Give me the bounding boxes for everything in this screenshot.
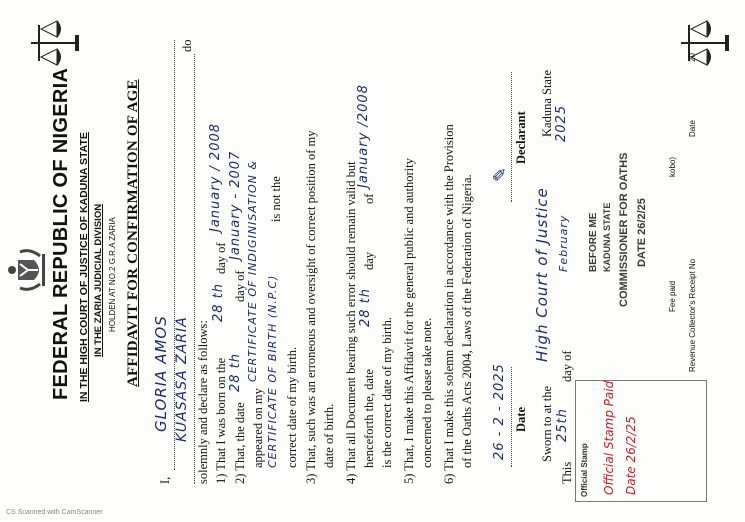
item-2-text-d: is not the [269, 176, 283, 222]
fee-year-suffix: 20 [688, 53, 697, 62]
deponent-name: GLORIA AMOS [152, 315, 170, 432]
red-annotation-line-2: Date 26/2/25 [624, 416, 638, 495]
declarant-line [493, 72, 512, 202]
header-country: FEDERAL REPUBLIC OF NIGERIA [50, 67, 72, 400]
item-5-line-1: 5) That, I make this Affidavit for the general public and authority [402, 158, 416, 484]
commissioner-stamp-state: KADUNA STATE [602, 202, 612, 272]
deponent-do: do [180, 39, 194, 52]
commissioner-stamp-date: DATE 26/2/25 [636, 198, 648, 267]
item-4-line-2b: day [362, 251, 376, 270]
item-4-line-2a: henceforth the, date [362, 369, 376, 468]
sworn-text-a: Sworn to at the [540, 385, 554, 462]
nigeria-coat-of-arms-icon [6, 246, 48, 294]
item-4-month-year: January /2008 [356, 84, 371, 188]
header-court: IN THE HIGH COURT OF JUSTICE OF KADUNA STATE [78, 132, 90, 402]
fee-paid-label: Fee paid [668, 280, 677, 312]
receipt-label: Revenue Collector's Receipt No [688, 258, 697, 372]
scales-of-justice-icon [25, 19, 83, 67]
sworn-day-of: day of [560, 350, 574, 382]
header-division: IN THE ZARIA JUDICIAL DIVISION [93, 203, 104, 357]
sworn-text-b: Kaduna State [540, 70, 554, 137]
item-2-document-2: CERTIFICATE OF BIRTH (N.P.C) [266, 274, 279, 468]
date-label: Date [514, 407, 528, 432]
item-4-day: 28 th [358, 287, 373, 327]
item-1-month-year: January / 2008 [208, 122, 223, 232]
camscanner-footer: CS Scanned with CamScanner [6, 509, 103, 516]
item-2-text-e: correct date of my birth. [285, 346, 299, 468]
sworn-this: This [560, 461, 574, 484]
declarant-signature: ✎ [490, 166, 511, 182]
official-stamp-box [575, 380, 707, 502]
signature-date-value: 26 - 2 - 2025 [492, 363, 507, 460]
item-2-day: 28 th [228, 352, 243, 392]
deponent-prefix: I, [158, 476, 172, 484]
item-4-line-1: 4) That all Document bearing such error should remain valid but [344, 161, 358, 484]
scales-of-justice-icon [675, 19, 733, 67]
solemnly-text: solemnly and declare as follows: [196, 320, 210, 484]
item-1-text-b: day of [214, 242, 228, 274]
declarant-label: Declarant [514, 111, 528, 164]
kobo-label: kobo) [668, 156, 677, 177]
official-stamp-label: Official Stamp [580, 443, 589, 497]
fee-date-label: Date [688, 120, 697, 137]
deponent-address: KUASASA ZARIA [174, 316, 190, 442]
item-2-text-b: day of [233, 270, 247, 302]
commissioner-stamp-title: COMMISSIONER FOR OATHS [618, 152, 630, 307]
sworn-year: 2025 [554, 104, 569, 142]
item-6-line-1: 6) That I make this solemn declaration in accordance with the Provision [442, 124, 456, 484]
date-line [493, 367, 512, 467]
item-1-day: 28 th [211, 282, 226, 322]
item-4-line-2c: of [362, 193, 376, 204]
item-1-text-a: 1) That I was born on the [214, 357, 228, 484]
item-2-text-a: 2) That, the date [233, 402, 247, 484]
item-5-line-2: concerned to please take note. [420, 317, 434, 468]
item-2-text-c: appeared on my [251, 388, 265, 468]
item-6-line-2: of the Oaths Acts 2004, Laws of the Federation of Nigeria. [460, 174, 474, 468]
header-holden: HOLDEN AT NO.2 G.R.A ZARIA [108, 217, 117, 332]
item-2-month-year: January - 2007 [228, 150, 243, 260]
red-annotation-line-1: Official Stamp Paid [602, 380, 616, 495]
page-title: AFFIDAVIT FOR CONFIRMATION OF AGE [125, 79, 141, 387]
item-4-line-3: is the correct date of my birth. [380, 317, 394, 468]
sworn-place: High Court of Justice [533, 187, 551, 362]
sworn-month: February [557, 214, 570, 272]
item-3-line-1: 3) That, such was an erroneous and oversight of correct position of my [304, 130, 318, 484]
item-2-document-1: CERTIFICATE OF INDIGINISATION & [246, 160, 259, 382]
commissioner-stamp-before-me: BEFORE ME [588, 212, 599, 272]
sworn-day: 25th [555, 408, 570, 442]
item-3-line-2: date of birth. [322, 403, 336, 468]
